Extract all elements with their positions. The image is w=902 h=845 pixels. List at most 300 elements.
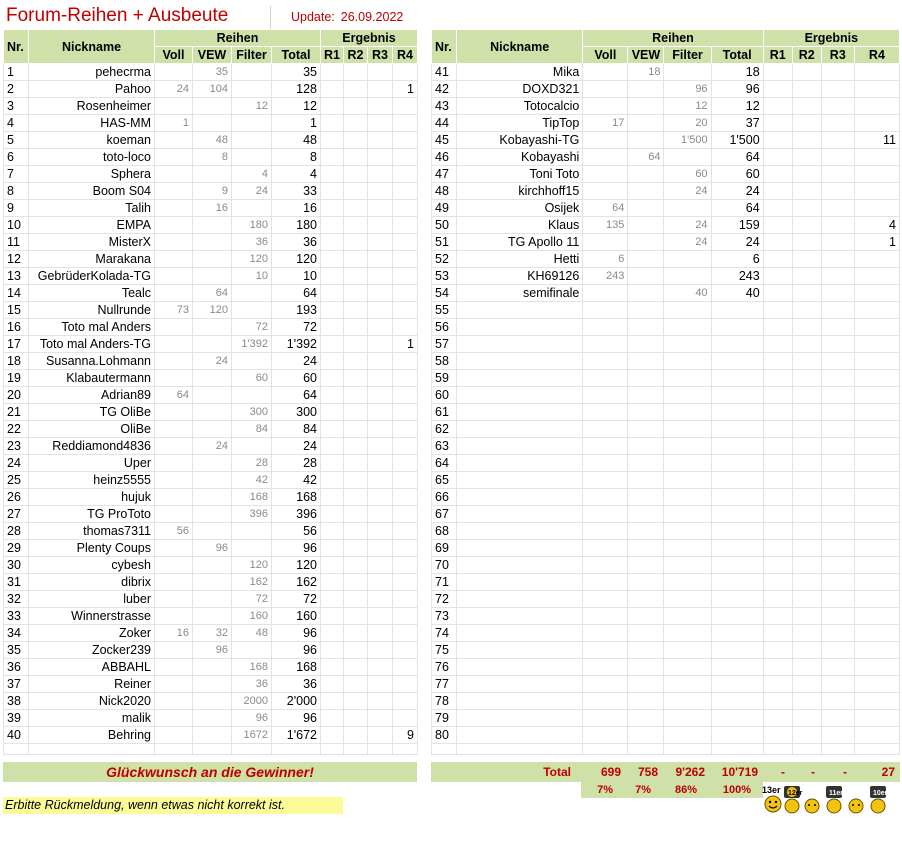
cell-nr: 57 [432,336,457,353]
cell-voll [155,149,193,166]
cell-r1 [763,183,792,200]
cell-nr: 20 [4,387,29,404]
cell-r2 [792,557,821,574]
col-vew-header: VEW [628,47,664,64]
cell-voll [583,149,628,166]
cell-voll [583,523,628,540]
ergebnis-group-header: Ergebnis [763,30,899,47]
cell-voll [155,64,193,81]
cell-nr: 44 [432,115,457,132]
table-row [4,387,418,404]
cell-filter: 20 [664,115,711,132]
cell-r3 [368,387,393,404]
cell-nr: 33 [4,608,29,625]
cell-total: 28 [272,455,321,472]
cell-r2 [344,149,368,166]
cell-total [711,353,763,370]
cell-total [711,302,763,319]
cell-r1 [763,81,792,98]
cell-nickname [457,336,583,353]
cell-r2 [344,455,368,472]
cell-filter [232,302,272,319]
table-row [432,132,900,149]
cell-vew: 96 [193,540,232,557]
table-row [432,540,900,557]
cell-nickname: Uper [29,455,155,472]
cell-nr: 37 [4,676,29,693]
cell-voll [155,540,193,557]
col-nr-header: Nr. [432,30,457,64]
cell-nr: 36 [4,659,29,676]
cell-r2 [792,489,821,506]
cell-vew: 120 [193,302,232,319]
cell-r1 [763,200,792,217]
totals-r2: - [811,765,815,779]
cell-nr: 55 [432,302,457,319]
table-row [432,421,900,438]
cell-r3 [368,472,393,489]
cell-nr: 41 [432,64,457,81]
cell-r3 [821,234,854,251]
cell-r2 [344,268,368,285]
cell-r2 [344,64,368,81]
cell-r4 [393,438,418,455]
cell-total: 40 [711,285,763,302]
cell-r4 [393,166,418,183]
cell-r3 [821,608,854,625]
table-row [432,438,900,455]
cell-r2 [344,353,368,370]
cell-r2 [792,64,821,81]
cell-r3 [821,166,854,183]
cell-r3 [368,625,393,642]
table-row [432,81,900,98]
cell-total: 84 [272,421,321,438]
cell-filter: 12 [232,98,272,115]
cell-total [711,455,763,472]
cell-r4 [854,523,899,540]
cell-total: 193 [272,302,321,319]
cell-total: 180 [272,217,321,234]
cell-vew [628,302,664,319]
table-row [432,659,900,676]
cell-r4 [393,625,418,642]
cell-vew [193,166,232,183]
table-row [432,149,900,166]
cell-r3 [368,234,393,251]
cell-filter [664,472,711,489]
cell-r3 [821,421,854,438]
cell-r2 [344,438,368,455]
spacer-cell [155,744,193,755]
cell-r2 [344,115,368,132]
cell-vew [193,370,232,387]
cell-r4 [854,268,899,285]
cell-nr: 8 [4,183,29,200]
cell-total: 96 [272,642,321,659]
spacer-cell [193,744,232,755]
cell-r2 [792,591,821,608]
cell-total [711,591,763,608]
cell-vew [193,115,232,132]
cell-filter: 48 [232,625,272,642]
cell-voll [583,438,628,455]
cell-r2 [344,285,368,302]
cell-r3 [821,506,854,523]
spacer-cell [763,744,792,755]
cell-r3 [368,132,393,149]
cell-filter [664,693,711,710]
cell-r4 [854,642,899,659]
cell-voll [583,387,628,404]
cell-r3 [368,489,393,506]
cell-total: 72 [272,319,321,336]
cell-nr: 18 [4,353,29,370]
cell-nr: 77 [432,676,457,693]
cell-vew [193,727,232,744]
cell-r1 [763,166,792,183]
cell-nr: 15 [4,302,29,319]
cell-r1 [321,132,344,149]
cell-filter [664,710,711,727]
cell-r1 [763,693,792,710]
cell-nr: 60 [432,387,457,404]
cell-r1 [321,302,344,319]
table-row [432,472,900,489]
cell-nickname: malik [29,710,155,727]
cell-total: 1'392 [272,336,321,353]
cell-total: 10 [272,268,321,285]
table-row [4,336,418,353]
cell-nr: 30 [4,557,29,574]
spacer-cell [393,744,418,755]
cell-vew [193,608,232,625]
cell-total: 128 [272,81,321,98]
cell-r2 [792,523,821,540]
badge-11er: 11er [829,790,844,797]
table-row [4,472,418,489]
table-row [432,710,900,727]
cell-r4 [393,387,418,404]
cell-r2 [344,387,368,404]
cell-voll [155,557,193,574]
cell-r4 [854,285,899,302]
cell-nr: 48 [432,183,457,200]
cell-voll [583,132,628,149]
table-row [432,319,900,336]
cell-r2 [792,574,821,591]
cell-total [711,421,763,438]
cell-filter: 24 [664,234,711,251]
cell-filter: 40 [664,285,711,302]
cell-r1 [321,591,344,608]
cell-r2 [792,268,821,285]
cell-r4 [393,319,418,336]
cell-filter [664,421,711,438]
cell-vew [193,455,232,472]
cell-nr: 29 [4,540,29,557]
cell-nr: 74 [432,625,457,642]
cell-nickname: Zocker239 [29,642,155,659]
table-row [4,727,418,744]
cell-total: 243 [711,268,763,285]
cell-total [711,659,763,676]
badge-13er: 13er [762,785,781,795]
cell-filter [664,438,711,455]
cell-nr: 28 [4,523,29,540]
table-row [4,574,418,591]
cell-r4 [393,285,418,302]
cell-r3 [368,319,393,336]
cell-total [711,574,763,591]
table-row [432,115,900,132]
table-row [4,285,418,302]
cell-nickname [457,438,583,455]
cell-nr: 51 [432,234,457,251]
cell-nickname [457,472,583,489]
cell-filter: 1'392 [232,336,272,353]
cell-r3 [368,659,393,676]
table-row [432,64,900,81]
cell-vew [628,455,664,472]
cell-r3 [368,455,393,472]
cell-r4 [854,574,899,591]
cell-r4: 11 [854,132,899,149]
cell-r1 [763,268,792,285]
table-row [4,251,418,268]
cell-total: 24 [711,234,763,251]
cell-r4 [393,659,418,676]
table-row [432,489,900,506]
cell-vew [628,387,664,404]
table-row [4,455,418,472]
cell-voll [583,234,628,251]
cell-nr: 70 [432,557,457,574]
cell-total: 64 [711,149,763,166]
cell-vew [193,336,232,353]
cell-r4 [854,506,899,523]
cell-voll: 135 [583,217,628,234]
cell-total: 120 [272,251,321,268]
cell-r2 [344,183,368,200]
cell-r4 [393,421,418,438]
cell-vew [193,523,232,540]
table-row [432,285,900,302]
cell-filter [664,64,711,81]
cell-filter: 24 [664,183,711,200]
cell-voll [155,693,193,710]
cell-filter: 84 [232,421,272,438]
cell-r2 [792,625,821,642]
cell-r2 [792,353,821,370]
cell-r4 [393,710,418,727]
cell-r3 [821,489,854,506]
cell-r2 [344,540,368,557]
cell-voll [155,676,193,693]
cell-r1 [321,81,344,98]
cell-nickname: Mika [457,64,583,81]
cell-r1 [763,98,792,115]
cell-r1 [321,370,344,387]
cell-r1 [763,115,792,132]
cell-filter: 396 [232,506,272,523]
cell-vew [193,404,232,421]
cell-vew [628,438,664,455]
cell-r3 [821,523,854,540]
cell-r3 [821,659,854,676]
cell-r2 [792,455,821,472]
cell-nickname: Zoker [29,625,155,642]
cell-voll [155,319,193,336]
cell-nickname: ABBAHL [29,659,155,676]
cell-r2 [344,98,368,115]
header-group-row [432,30,900,47]
cell-total: 60 [711,166,763,183]
cell-r1 [763,336,792,353]
cell-r4 [854,370,899,387]
cell-r3 [821,693,854,710]
cell-r1 [321,251,344,268]
cell-filter: 300 [232,404,272,421]
totals-r3: - [843,765,847,779]
cell-r4: 9 [393,727,418,744]
cell-nr: 65 [432,472,457,489]
cell-r4 [854,387,899,404]
cell-filter: 12 [664,98,711,115]
cell-total [711,727,763,744]
table-row [4,591,418,608]
cell-nickname: Adrian89 [29,387,155,404]
cell-r1 [321,625,344,642]
cell-total: 8 [272,149,321,166]
cell-filter [664,387,711,404]
cell-r1 [321,285,344,302]
cell-voll [155,353,193,370]
cell-r4 [393,64,418,81]
cell-r4 [393,489,418,506]
cell-nickname [457,506,583,523]
cell-voll [583,421,628,438]
cell-nickname: Toto mal Anders-TG [29,336,155,353]
cell-total: 36 [272,676,321,693]
table-row [4,353,418,370]
cell-r1 [321,64,344,81]
table-row [4,370,418,387]
cell-nr: 56 [432,319,457,336]
cell-vew [628,115,664,132]
cell-vew [628,557,664,574]
cell-r3 [821,81,854,98]
cell-r1 [321,506,344,523]
ergebnis-group-header: Ergebnis [321,30,418,47]
cell-total: 37 [711,115,763,132]
table-row [432,676,900,693]
header-group-row [4,30,418,47]
cell-r2 [344,404,368,421]
cell-r1 [763,710,792,727]
cell-r1 [763,64,792,81]
cell-r1 [763,404,792,421]
cell-total: 64 [272,387,321,404]
cell-nickname: Tealc [29,285,155,302]
cell-r3 [821,370,854,387]
table-row [432,506,900,523]
cell-filter: 96 [232,710,272,727]
cell-total: 159 [711,217,763,234]
table-row [4,693,418,710]
table-row [4,421,418,438]
cell-total: 96 [272,625,321,642]
table-row [432,387,900,404]
cell-vew: 48 [193,132,232,149]
cell-r3 [821,183,854,200]
table-row [432,455,900,472]
cell-r3 [368,540,393,557]
cell-nr: 13 [4,268,29,285]
cell-r3 [368,523,393,540]
cell-r1 [763,591,792,608]
cell-r3 [821,115,854,132]
cell-vew [193,574,232,591]
cell-nickname: Toni Toto [457,166,583,183]
cell-voll [155,336,193,353]
cell-nr: 16 [4,319,29,336]
cell-nickname [457,523,583,540]
cell-filter [664,489,711,506]
cell-r2 [792,387,821,404]
cell-nickname [457,302,583,319]
cell-total: 162 [272,574,321,591]
cell-r1 [763,523,792,540]
cell-r1 [321,166,344,183]
cell-filter [664,557,711,574]
cell-r2 [344,523,368,540]
cell-nr: 22 [4,421,29,438]
cell-r1 [763,319,792,336]
totals-row [431,762,900,782]
cell-vew [628,591,664,608]
cell-voll [155,591,193,608]
cell-r2 [344,710,368,727]
cell-r1 [321,659,344,676]
update-date: 26.09.2022 [340,10,404,24]
cell-r2 [344,557,368,574]
cell-r2 [344,591,368,608]
cell-r3 [821,353,854,370]
cell-r1 [763,132,792,149]
table-row [432,217,900,234]
cell-total [711,319,763,336]
cell-r3 [821,557,854,574]
cell-r3 [368,693,393,710]
cell-nickname: Reddiamond4836 [29,438,155,455]
cell-r1 [763,557,792,574]
table-row [432,727,900,744]
cell-total: 12 [711,98,763,115]
cell-r1 [321,404,344,421]
cell-filter: 28 [232,455,272,472]
cell-voll [155,200,193,217]
cell-vew [628,166,664,183]
totals-r4: 27 [881,765,895,779]
cell-r2 [792,132,821,149]
cell-r1 [321,455,344,472]
cell-filter: 120 [232,251,272,268]
cell-total: 2'000 [272,693,321,710]
cell-nickname: Susanna.Lohmann [29,353,155,370]
results-table-left [3,29,418,755]
cell-vew: 24 [193,353,232,370]
